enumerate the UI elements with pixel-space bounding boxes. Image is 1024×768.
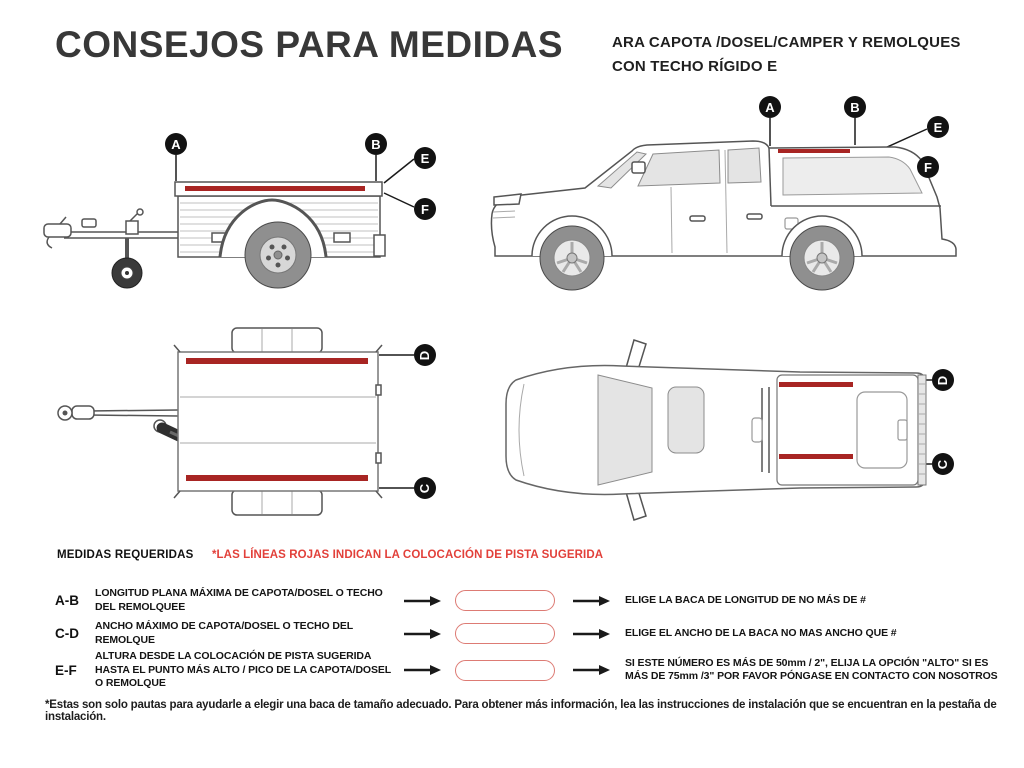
measures-section-label: MEDIDAS REQUERIDAS: [57, 549, 194, 561]
marker-d-badge: D: [414, 344, 436, 366]
arrow-right-icon: [563, 595, 621, 607]
marker-b-badge: B: [365, 133, 387, 155]
measure-value-pill: [455, 660, 555, 681]
tailgate: [918, 375, 926, 485]
suggested-track-line: [186, 475, 368, 481]
arrow-right-icon: [563, 628, 621, 640]
measure-result: SI ESTE NÚMERO ES MÁS DE 50mm / 2", ELIJA LA OPCIÓN "ALTO" SI ES MÁS DE 75mm /3" POR FAVOR PÓNGASE EN CONTACTO CON NOSOTROS: [625, 656, 998, 683]
truck-front-wheel: [540, 226, 604, 290]
marker-c-badge: C: [414, 477, 436, 499]
trailer-top-illustration: [40, 325, 460, 530]
page-subtitle-line2: CON TECHO RÍGIDO E: [612, 58, 778, 75]
suggested-track-line: [779, 382, 853, 387]
measure-value-pill: [455, 623, 555, 644]
marker-a-badge: A: [165, 133, 187, 155]
measure-description: ALTURA DESDE LA COLOCACIÓN DE PISTA SUGERIDA HASTA EL PUNTO MÁS ALTO / PICO DE LA CAPOTA/DOSEL O REMOLQUE: [95, 650, 391, 690]
trailer-side-illustration: [30, 95, 470, 325]
trailer-top-body: [178, 352, 378, 491]
page-subtitle: [612, 31, 961, 79]
truck-top-illustration: [500, 330, 970, 530]
trailer-top-diagram: [40, 325, 460, 530]
arrow-right-icon: [563, 664, 621, 676]
footer-note: *Estas son solo pautas para ayudarle a elegir una baca de tamaño adecuado. Para obtener más información, lea las instrucciones de instalación que se encuentran en la pestaña de instalación.: [45, 699, 997, 723]
suggested-track-line: [186, 358, 368, 364]
measure-result: ELIGE EL ANCHO DE LA BACA NO MAS ANCHO QUE #: [625, 626, 897, 639]
page-title: CONSEJOS PARA MEDIDAS: [55, 24, 564, 65]
marker-e-badge: E: [414, 147, 436, 169]
truck-top-diagram: [500, 330, 970, 530]
marker-f-badge: F: [414, 198, 436, 220]
truck-side-diagram: [485, 90, 1005, 305]
marker-b-badge: B: [844, 96, 866, 118]
marker-f-badge: F: [917, 156, 939, 178]
page-subtitle-line1: ARA CAPOTA /DOSEL/CAMPER Y REMOLQUES: [612, 34, 961, 51]
measure-result: ELIGE LA BACA DE LONGITUD DE NO MÁS DE #: [625, 593, 866, 606]
suggested-track-line: [779, 454, 853, 459]
measurement-row-ef: [55, 650, 1005, 691]
marker-e-badge: E: [927, 116, 949, 138]
measure-key: E-F: [55, 662, 77, 678]
measurement-row-cd: [55, 617, 1005, 650]
measures-header: [57, 545, 603, 563]
measure-description: ANCHO MÁXIMO DE CAPOTA/DOSEL O TECHO DEL REMOLQUE: [95, 619, 353, 646]
canopy-window: [783, 157, 922, 195]
red-lines-note: *LAS LÍNEAS ROJAS INDICAN LA COLOCACIÓN DE PISTA SUGERIDA: [211, 549, 604, 561]
suggested-track-line: [185, 186, 365, 191]
measurement-rows: [55, 584, 1005, 691]
measurement-row-ab: [55, 584, 1005, 617]
marker-a-badge: A: [759, 96, 781, 118]
measure-key: C-D: [55, 626, 79, 641]
truck-rear-wheel: [790, 226, 854, 290]
trailer-side-diagram: [30, 95, 470, 325]
arrow-right-icon: [395, 628, 451, 640]
measure-key: A-B: [55, 593, 79, 608]
arrow-right-icon: [395, 664, 451, 676]
measure-value-pill: [455, 590, 555, 611]
measure-description: LONGITUD PLANA MÁXIMA DE CAPOTA/DOSEL O TECHO DEL REMOLQUEE: [95, 586, 383, 613]
arrow-right-icon: [395, 595, 451, 607]
marker-d-badge: D: [932, 369, 954, 391]
suggested-track-line: [778, 149, 850, 153]
marker-c-badge: C: [932, 453, 954, 475]
